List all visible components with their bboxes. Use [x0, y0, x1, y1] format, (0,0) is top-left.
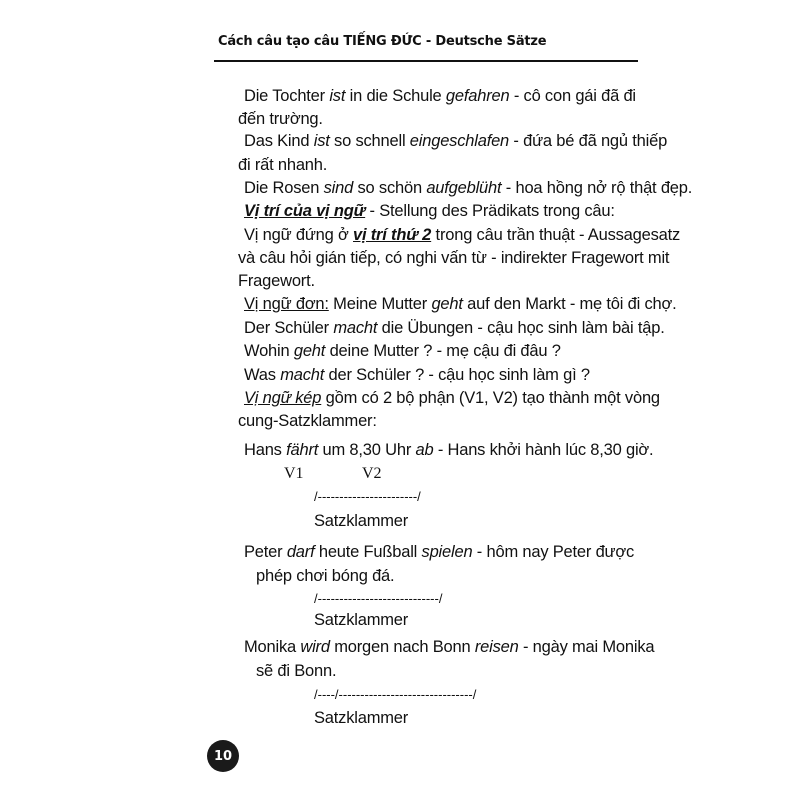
v1-label: V1 [284, 465, 304, 482]
text-line: cung-Satzklammer: [238, 412, 377, 430]
text-line: đi rất nhanh. [238, 156, 328, 174]
satzklammer-bracket: /----------------------------/ [314, 591, 443, 606]
text-line: Wohin geht deine Mutter ? - mẹ cậu đi đâu ? [244, 342, 561, 360]
page-number-badge: 10 [207, 740, 239, 772]
v2-label: V2 [362, 465, 382, 482]
text-line: Vị ngữ kép gồm có 2 bộ phận (V1, V2) tạo thành một vòng [244, 389, 660, 407]
text-line: sẽ đi Bonn. [256, 662, 337, 680]
text-line: Vị trí của vị ngữ - Stellung des Prädikats trong câu: [244, 202, 615, 220]
text-line: phép chơi bóng đá. [256, 567, 395, 585]
page-header-title: Cách câu tạo câu TIẾNG ĐỨC - Deutsche Sätze [218, 34, 547, 49]
satzklammer-label: Satzklammer [314, 709, 409, 727]
satzklammer-bracket: /----/-------------------------------/ [314, 687, 477, 702]
text-line: Die Tochter ist in die Schule gefahren - cô con gái đã đi [244, 87, 636, 105]
text-line: Die Rosen sind so schön aufgeblüht - hoa hồng nở rộ thật đẹp. [244, 179, 693, 197]
text-line: Fragewort. [238, 272, 315, 290]
text-line: và câu hỏi gián tiếp, có nghi vấn từ - indirekter Fragewort mit [238, 249, 670, 267]
text-line: Vị ngữ đứng ở vị trí thứ 2 trong câu trần thuật - Aussagesatz [244, 226, 681, 244]
text-line: Das Kind ist so schnell eingeschlafen - đứa bé đã ngủ thiếp [244, 132, 668, 150]
text-line: Vị ngữ đơn: Meine Mutter geht auf den Markt - mẹ tôi đi chợ. [244, 295, 677, 313]
text-line: Der Schüler macht die Übungen - cậu học sinh làm bài tập. [244, 319, 665, 337]
header-divider [214, 60, 638, 62]
text-line: Hans fährt um 8,30 Uhr ab - Hans khởi hành lúc 8,30 giờ. [244, 441, 654, 459]
page-body [238, 82, 693, 742]
text-line: Peter darf heute Fußball spielen - hôm nay Peter được [244, 543, 635, 561]
text-line: đến trường. [238, 110, 323, 128]
satzklammer-label: Satzklammer [314, 611, 409, 629]
text-line: Monika wird morgen nach Bonn reisen - ngày mai Monika [244, 638, 655, 656]
text-line: Was macht der Schüler ? - cậu học sinh làm gì ? [244, 366, 590, 384]
satzklammer-label: Satzklammer [314, 512, 409, 530]
satzklammer-bracket: /-----------------------/ [314, 489, 421, 504]
